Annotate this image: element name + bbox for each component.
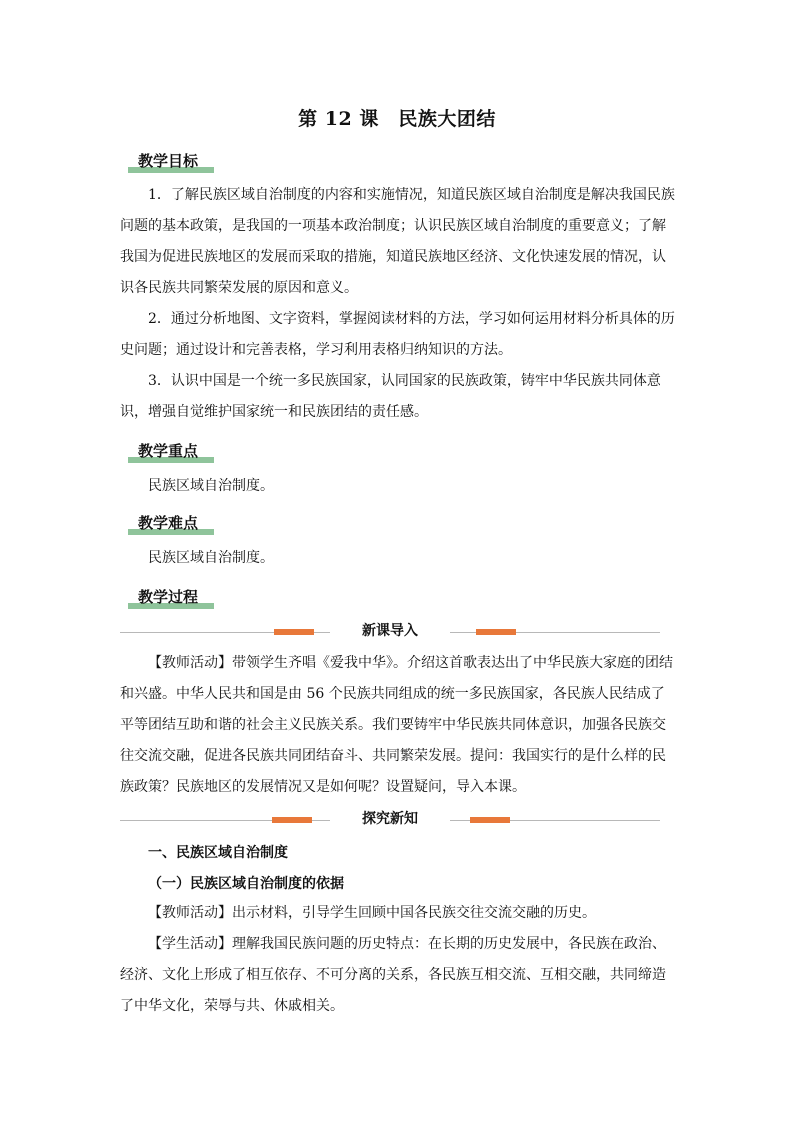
divider-intro — [120, 620, 660, 640]
divider-intro-accent-left — [274, 629, 314, 635]
explore-heading-1: 一、民族区域自治制度 — [148, 845, 288, 861]
divider-explore-label: 探究新知 — [330, 808, 450, 828]
section-heading-difficulty — [128, 512, 214, 536]
section-heading-goals-label: 教学目标 — [138, 152, 199, 170]
intro-paragraph: 【教师活动】带领学生齐唱《爱我中华》。介绍这首歌表达出了中华民族大家庭的团结和兴盛。中华人民共和国是由 56 个民族共同组成的统一多民族国家，各民族人民结成了平等团结互助和谐的社会主义民族关系。我们要铸牢中华民族共同体意识，加强各民族交往交流交融，促进各民族共同团结奋斗、共同繁荣发展。提问：我国实行的是什么样的民族政策？民族地区的发展情况又是如何呢？设置疑问，导入本课。 — [120, 655, 673, 795]
divider-intro-label: 新课导入 — [330, 620, 450, 640]
divider-explore-accent-left — [272, 817, 312, 823]
divider-intro-accent-right — [476, 629, 516, 635]
section-heading-goals — [128, 150, 214, 174]
section-heading-process — [128, 586, 214, 610]
goal-item-2: 2．通过分析地图、文字资料，掌握阅读材料的方法，学习如何运用材料分析具体的历史问题；通过设计和完善表格，学习利用表格归纳知识的方法。 — [120, 311, 675, 358]
student-activity-text: 【学生活动】理解我国民族问题的历史特点：在长期的历史发展中，各民族在政治、经济、文化上形成了相互依存、不可分离的关系，各民族互相交流、互相交融，共同缔造了中华文化，荣辱与共、休戚相关。 — [120, 936, 666, 1014]
goal-item-3: 3．认识中国是一个统一多民族国家，认同国家的民族政策，铸牢中华民族共同体意识，增强自觉维护国家统一和民族团结的责任感。 — [120, 373, 661, 420]
section-heading-key-label: 教学重点 — [138, 442, 199, 460]
divider-explore-accent-right — [470, 817, 510, 823]
section-heading-process-label: 教学过程 — [138, 588, 199, 606]
goal-item-1: 1．了解民族区域自治制度的内容和实施情况，知道民族区域自治制度是解决我国民族问题的基本政策，是我国的一项基本政治制度；认识民族区域自治制度的重要意义；了解我国为促进民族地区的发展而采取的措施，知道民族地区经济、文化快速发展的情况，认识各民族共同繁荣发展的原因和意义。 — [120, 187, 675, 296]
divider-explore — [120, 808, 660, 828]
lesson-title: 第 12 课 民族大团结 — [298, 108, 496, 130]
explore-heading-2: （一）民族区域自治制度的依据 — [148, 876, 344, 892]
teacher-activity-text: 【教师活动】出示材料，引导学生回顾中国各民族交往交流交融的历史。 — [148, 905, 596, 921]
difficulty-text: 民族区域自治制度。 — [148, 550, 274, 566]
key-point-text: 民族区域自治制度。 — [148, 478, 274, 494]
section-heading-difficulty-label: 教学难点 — [138, 514, 199, 532]
section-heading-key — [128, 440, 214, 464]
